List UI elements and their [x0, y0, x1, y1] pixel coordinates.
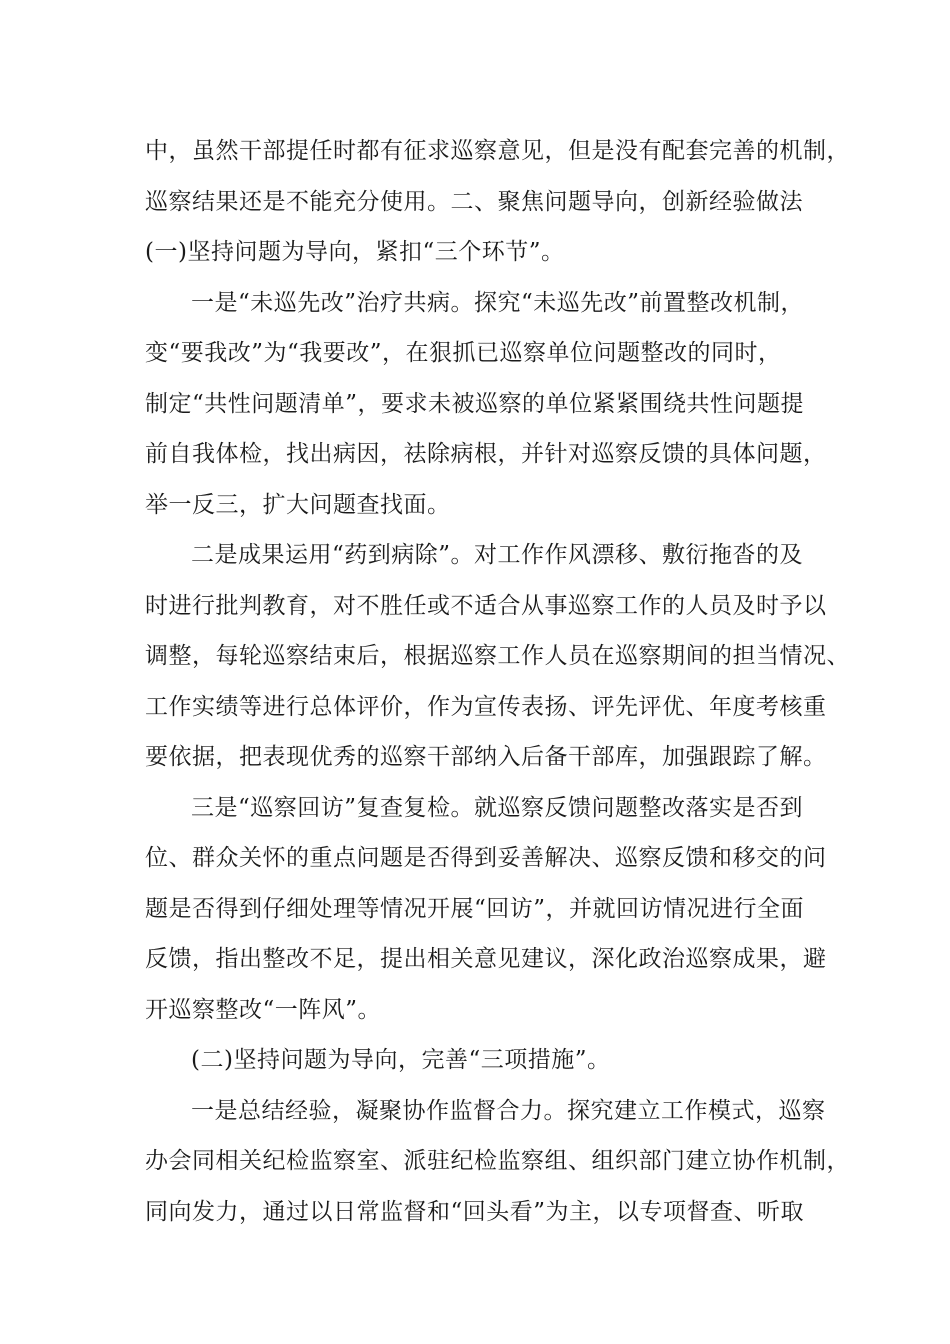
text-line: 工作实绩等进行总体评价，作为宣传表扬、评先评优、年度考核重	[145, 693, 827, 720]
text-line: 办会同相关纪检监察室、派驻纪检监察组、组织部门建立协作机制，	[145, 1148, 850, 1174]
text-line: 一是“未巡先改”治疗共病。探究“未巡先改”前置整改机制，	[191, 289, 805, 316]
text-line: 位、群众关怀的重点问题是否得到妥善解决、巡察反馈和移交的问	[145, 845, 827, 871]
text-line: 要依据，把表现优秀的巡察干部纳入后备干部库，加强跟踪了解。	[145, 744, 827, 770]
text-line: 题是否得到仔细处理等情况开展“回访”，并就回访情况进行全面	[145, 895, 805, 922]
text-line: 时进行批判教育，对不胜任或不适合从事巡察工作的人员及时予以	[145, 592, 827, 619]
text-line: 前自我体检，找出病因，祛除病根，并针对巡察反馈的具体问题，	[145, 441, 827, 467]
text-line: (一)坚持问题为导向，紧扣“三个环节”。	[145, 239, 565, 265]
text-line: 中，虽然干部提任时都有征求巡察意见，但是没有配套完善的机制，	[145, 138, 850, 164]
document-body	[145, 126, 850, 1237]
text-line: 调整，每轮巡察结束后，根据巡察工作人员在巡察期间的担当情况、	[145, 643, 850, 669]
text-line: 举一反三，扩大问题查找面。	[145, 491, 451, 518]
text-line: 开巡察整改“一阵风”。	[145, 996, 382, 1023]
text-line: 制定“共性问题清单”，要求未被巡察的单位紧紧围绕共性问题提	[145, 390, 805, 417]
text-line: 三是“巡察回访”复查复检。就巡察反馈问题整改落实是否到	[191, 794, 804, 821]
text-line: 变“要我改”为“我要改”，在狠抓已巡察单位问题整改的同时，	[145, 340, 782, 366]
text-line: 反馈，指出整改不足，提出相关意见建议，深化政治巡察成果，避	[145, 946, 827, 972]
text-line: 同向发力，通过以日常监督和“回头看”为主，以专项督查、听取	[145, 1198, 805, 1225]
text-line: 巡察结果还是不能充分使用。二、聚焦问题导向，创新经验做法	[145, 188, 803, 215]
text-line: 一是总结经验，凝聚协作监督合力。探究建立工作模式，巡察	[191, 1097, 826, 1124]
text-line: 二是成果运用“药到病除”。对工作作风漂移、敷衍拖沓的及	[191, 542, 804, 568]
text-line: (二)坚持问题为导向，完善“三项措施”。	[191, 1047, 611, 1073]
